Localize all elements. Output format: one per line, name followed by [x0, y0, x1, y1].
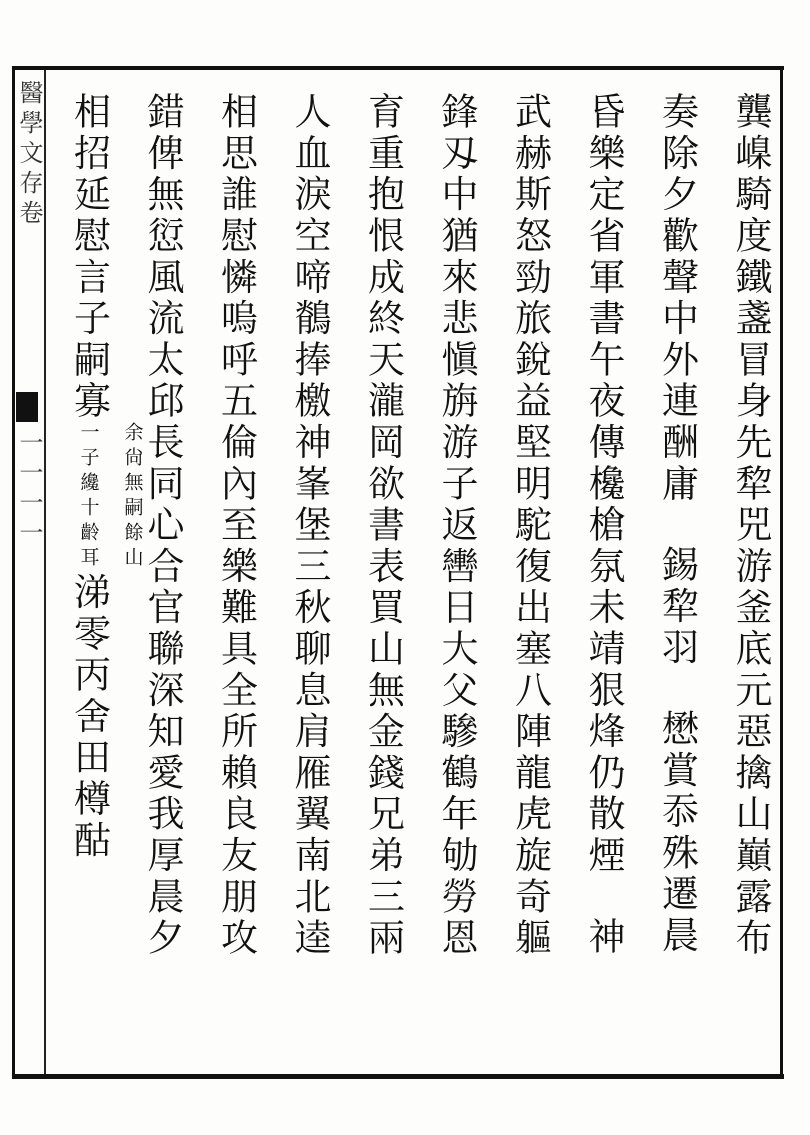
note-right-line: 余尙無嗣餘山: [121, 422, 144, 573]
text-column-5: [434, 92, 478, 959]
column-text: 相招延慰言子嗣寡: [67, 92, 111, 423]
column-text: 龔嵲騎度鐵盞冒身先犂兕游釜底元惡擒山巔露布: [729, 92, 772, 960]
column-text: 錯俾無愆風流太邱長同心合官聯深知愛我厚晨夕: [141, 92, 184, 960]
interlinear-note: [67, 422, 155, 572]
text-column-8: [214, 92, 258, 959]
column-text: 懋賞忝殊遷晨: [655, 708, 699, 957]
text-column-1: [728, 92, 772, 959]
text-column-3: [581, 92, 625, 958]
column-text: 鋒刄中猶來悲愼旃游子返轡日大父驂鶴年劬勞恩: [435, 92, 478, 960]
frame-bottom-border: [12, 1074, 784, 1079]
column-text: 育重抱恨成終天瀧岡欲書表買山無金錢兄弟三兩: [361, 92, 405, 960]
column-text: 昏樂定省軍書午夜傳欃槍氛未靖狠烽仍散煙: [582, 92, 625, 877]
column-text: 神: [582, 916, 625, 959]
column-text: 錫犂羽: [655, 545, 699, 669]
column-text: 涕零丙舍田樽酤: [67, 572, 111, 862]
gutter-page-number: 一一一一: [15, 430, 43, 550]
column-text: 相思誰慰憐嗚呼五倫內至樂難具全所賴良友朋攻: [214, 92, 258, 960]
column-text: 人血淚空啼鶺捧檄神峯堡三秋聊息肩雁翼南北逵: [288, 92, 331, 960]
text-column-2: [655, 92, 699, 957]
text-column-6: [361, 92, 405, 959]
column-text: 武赫斯怒勁旅銳益堅明駝復出塞八陣龍虎旋奇軀: [508, 92, 552, 960]
text-column-4: [508, 92, 552, 959]
fishtail-mark: [16, 392, 38, 422]
text-column-7: [287, 92, 331, 959]
gutter-divider: [44, 70, 46, 1074]
frame-right-border: [780, 66, 783, 1079]
gutter-title: 醫學文存卷: [15, 80, 43, 230]
frame-top-border: [12, 66, 784, 70]
note-left-line: 一子纔十齡耳: [77, 422, 100, 573]
text-column-10: [67, 92, 155, 862]
column-text: 奏除夕歡聲中外連酬庸: [655, 92, 699, 505]
